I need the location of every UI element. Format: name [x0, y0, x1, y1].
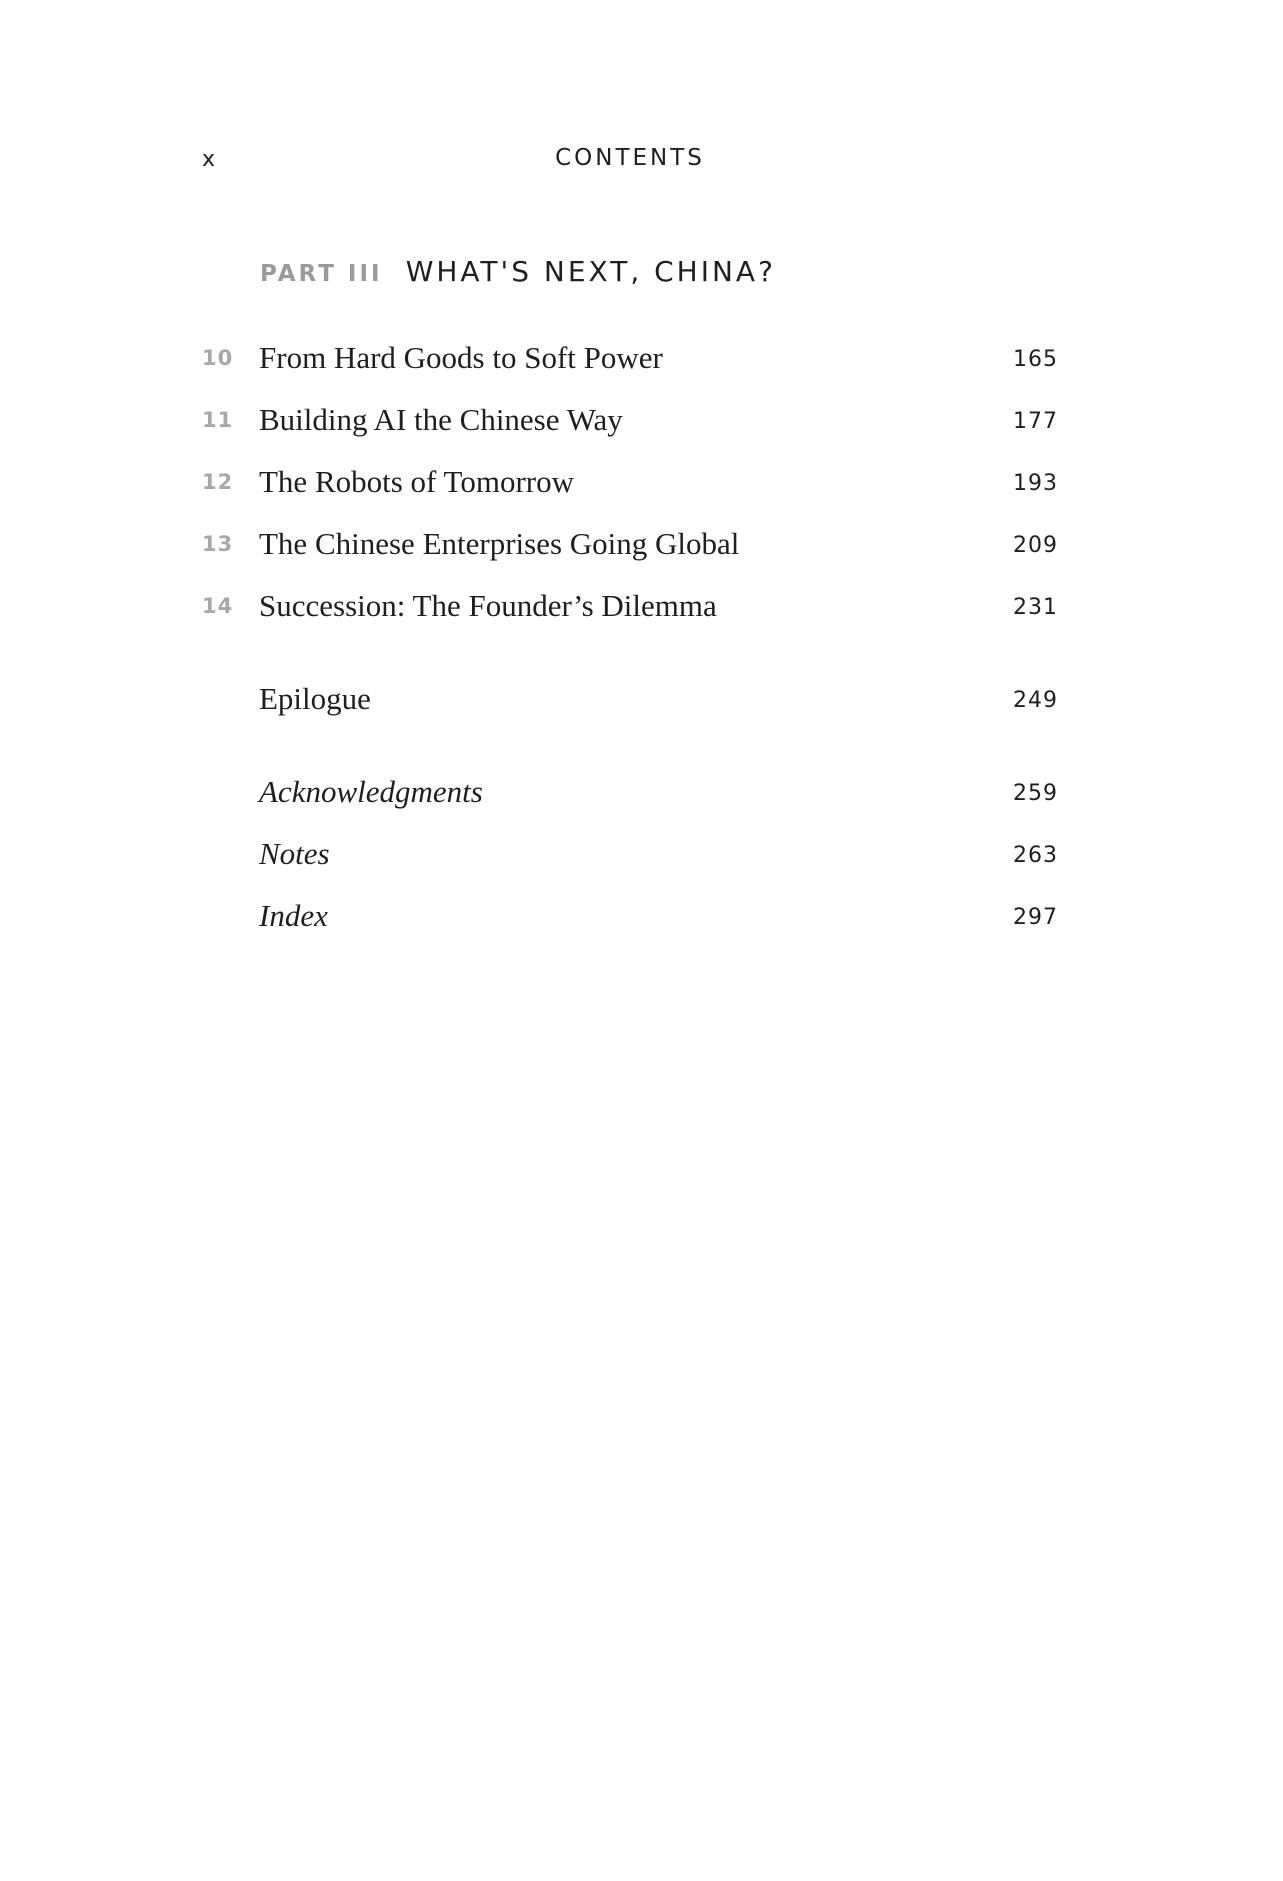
chapter-title: The Chinese Enterprises Going Global: [259, 526, 740, 561]
page-ref: 231: [1013, 595, 1058, 620]
toc-row[interactable]: [0, 464, 1283, 504]
toc-row[interactable]: [0, 588, 1283, 628]
toc-row-acknowledgments[interactable]: [0, 774, 1283, 814]
page-ref: 177: [1013, 409, 1058, 434]
toc-row-notes[interactable]: [0, 836, 1283, 876]
chapter-title: From Hard Goods to Soft Power: [259, 340, 663, 375]
toc-row-index[interactable]: [0, 898, 1283, 938]
page-ref: 259: [1013, 781, 1058, 806]
chapter-number: 13: [202, 532, 234, 556]
part-title: WHAT'S NEXT, CHINA?: [405, 255, 776, 288]
back-matter-title: Acknowledgments: [259, 774, 483, 809]
back-matter-title: Index: [259, 898, 328, 933]
chapter-title: Succession: The Founder’s Dilemma: [259, 588, 717, 623]
toc-row[interactable]: [0, 340, 1283, 380]
page-number: x: [202, 147, 217, 172]
chapter-title: Building AI the Chinese Way: [259, 402, 623, 437]
page-ref: 209: [1013, 533, 1058, 558]
part-heading: [260, 255, 776, 288]
page-ref: 249: [1013, 688, 1058, 713]
running-head: CONTENTS: [555, 145, 705, 171]
page-ref: 297: [1013, 905, 1058, 930]
toc-row[interactable]: [0, 402, 1283, 442]
chapter-number: 10: [202, 346, 234, 370]
chapter-number: 12: [202, 470, 234, 494]
part-label: PART III: [260, 261, 383, 287]
chapter-number: 14: [202, 594, 234, 618]
page-ref: 193: [1013, 471, 1058, 496]
chapter-number: 11: [202, 408, 234, 432]
toc-row-epilogue[interactable]: [0, 681, 1283, 721]
page-ref: 165: [1013, 347, 1058, 372]
epilogue-title: Epilogue: [259, 681, 371, 716]
toc-row[interactable]: [0, 526, 1283, 566]
back-matter-title: Notes: [259, 836, 330, 871]
page-ref: 263: [1013, 843, 1058, 868]
chapter-title: The Robots of Tomorrow: [259, 464, 574, 499]
